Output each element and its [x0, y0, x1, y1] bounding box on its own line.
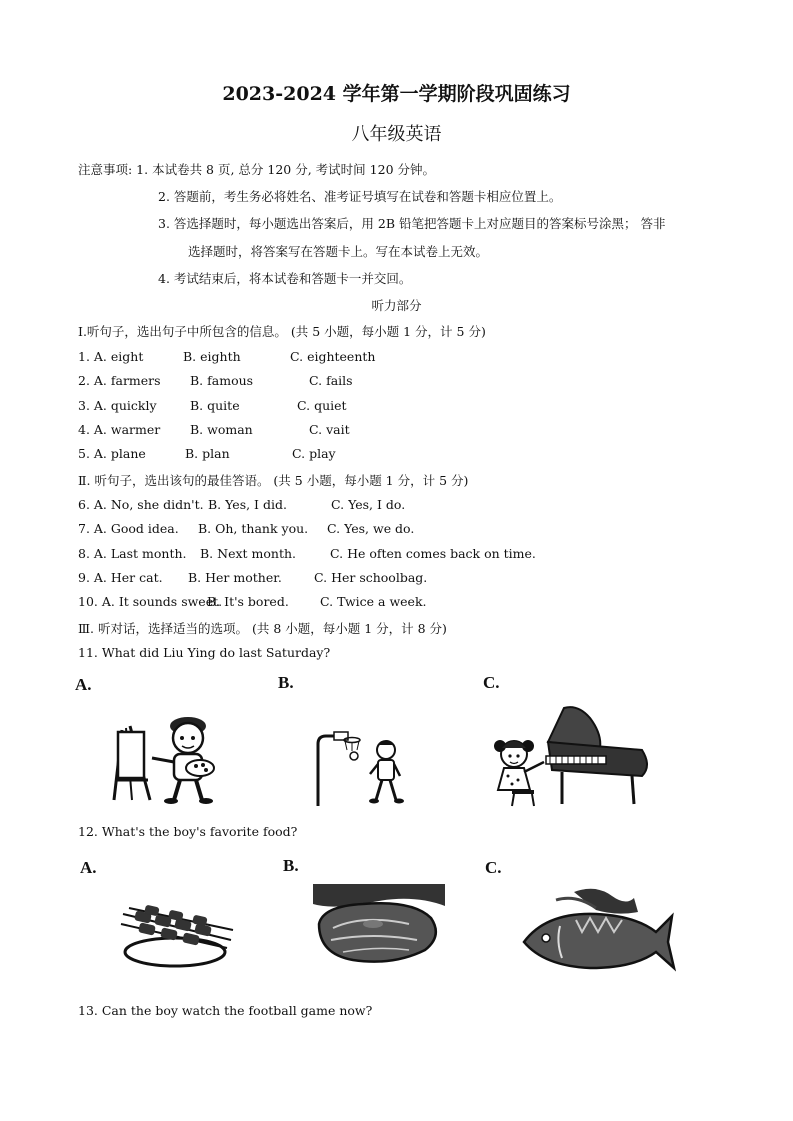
q11-label-b: B. [278, 673, 294, 692]
painting-boy-image [108, 708, 220, 806]
notes-line-3b: 选择题时，将答案写在答题卡上。写在本试卷上无效。 [188, 244, 489, 259]
q10-option-c: C. Twice a week. [320, 594, 427, 609]
q6-option-c: C. Yes, I do. [331, 497, 406, 512]
q11-text: 11. What did Liu Ying do last Saturday? [78, 645, 331, 660]
basketball-boy-image [312, 730, 407, 808]
q5-option-b: B. plan [185, 446, 230, 461]
listening-title: 听力部分 [371, 298, 422, 313]
q10-option-a: 10. A. It sounds sweet. [78, 594, 223, 609]
q12-label-b: B. [283, 856, 299, 875]
piano-girl-image [492, 704, 660, 808]
notes-line-4: 4. 考试结束后，将本试卷和答题卡一并交回。 [158, 271, 412, 286]
q6-option-b: B. Yes, I did. [208, 497, 287, 512]
q7-option-c: C. Yes, we do. [327, 521, 415, 536]
notes-line-2: 2. 答题前，考生务必将姓名、准考证号填写在试卷和答题卡相应位置上。 [158, 189, 562, 204]
q8-option-a: 8. A. Last month. [78, 546, 187, 561]
page-title: 2023-2024 学年第一学期阶段巩固练习 [222, 83, 571, 105]
q11-label-a: A. [75, 675, 92, 694]
q1-option-c: C. eighteenth [290, 349, 376, 364]
q9-option-c: C. Her schoolbag. [314, 570, 428, 585]
q3-option-b: B. quite [190, 398, 240, 413]
q12-label-a: A. [80, 858, 97, 877]
q1-option-a: 1. A. eight [78, 349, 144, 364]
q7-option-a: 7. A. Good idea. [78, 521, 179, 536]
notes-line-3a: 3. 答选择题时，每小题选出答案后，用 2B 铅笔把答题卡上对应题目的答案标号涂黑； 答非 [158, 216, 666, 231]
notes-line-1: 注意事项: 1. 本试卷共 8 页, 总分 120 分, 考试时间 120 分钟。 [78, 162, 435, 177]
q12-text: 12. What's the boy's favorite food? [78, 824, 298, 839]
q8-option-b: B. Next month. [200, 546, 296, 561]
q4-option-b: B. woman [190, 422, 253, 437]
section-3-heading: Ⅲ. 听对话，选择适当的选项。 (共 8 小题，每小题 1 分，计 8 分) [78, 621, 447, 636]
q5-option-a: 5. A. plane [78, 446, 146, 461]
q2-option-b: B. famous [190, 373, 254, 388]
kebabs-image [115, 900, 240, 970]
q6-option-a: 6. A. No, she didn't. [78, 497, 204, 512]
q5-option-c: C. play [292, 446, 336, 461]
page-subtitle: 八年级英语 [351, 124, 442, 145]
q2-option-c: C. fails [309, 373, 353, 388]
q3-option-c: C. quiet [297, 398, 347, 413]
q7-option-b: B. Oh, thank you. [198, 521, 309, 536]
q9-option-b: B. Her mother. [188, 570, 282, 585]
q2-option-a: 2. A. farmers [78, 373, 161, 388]
steak-image [313, 884, 445, 970]
q11-label-c: C. [483, 673, 500, 692]
q3-option-a: 3. A. quickly [78, 398, 157, 413]
section-1-heading: I.听句子，选出句子中所包含的信息。 (共 5 小题，每小题 1 分，计 5 分) [78, 324, 486, 339]
q8-option-c: C. He often comes back on time. [330, 546, 536, 561]
q12-label-c: C. [485, 858, 502, 877]
section-2-heading: Ⅱ. 听句子，选出该句的最佳答语。 (共 5 小题，每小题 1 分，计 5 分) [78, 473, 469, 488]
q13-text: 13. Can the boy watch the football game now? [78, 1003, 373, 1018]
q9-option-a: 9. A. Her cat. [78, 570, 163, 585]
q10-option-b: B. It's bored. [207, 594, 289, 609]
fish-image [516, 882, 676, 990]
q4-option-c: C. vait [309, 422, 350, 437]
q1-option-b: B. eighth [183, 349, 241, 364]
q4-option-a: 4. A. warmer [78, 422, 161, 437]
